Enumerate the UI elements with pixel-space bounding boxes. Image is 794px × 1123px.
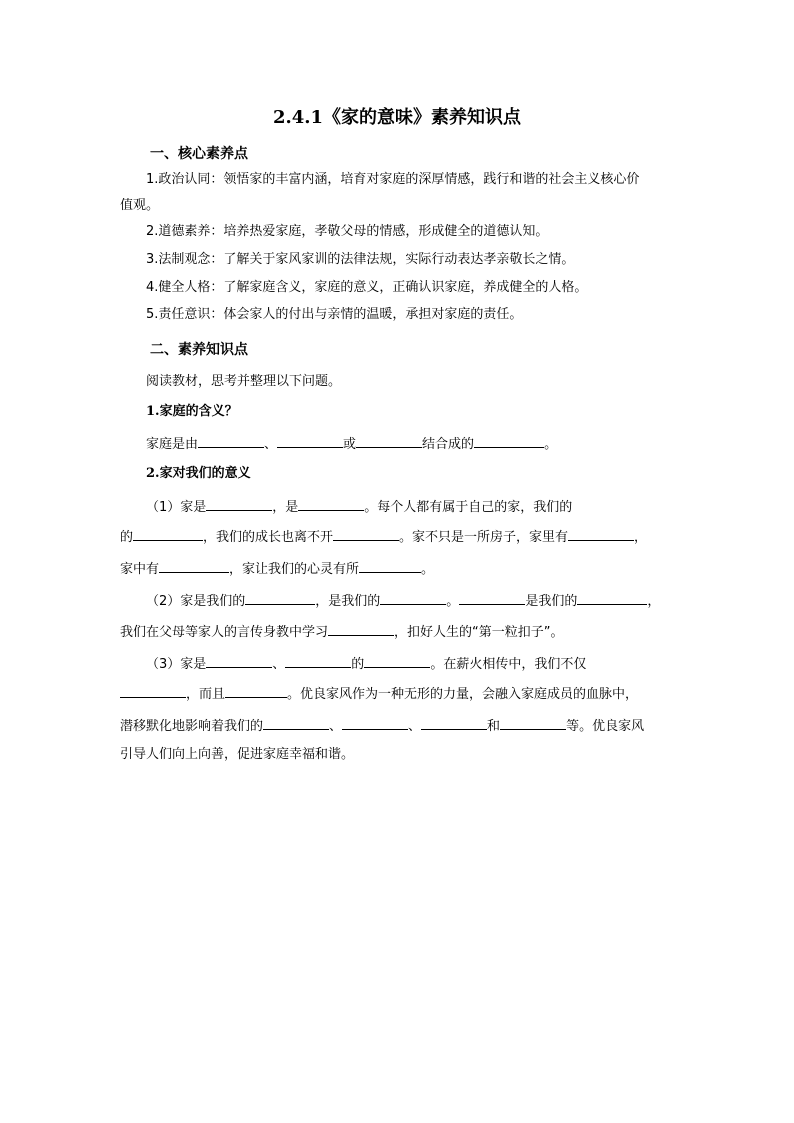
core-item-1-cont: 值观。 bbox=[120, 198, 160, 213]
fill-blank[interactable] bbox=[298, 496, 364, 511]
q2-p1-line2: 的 ，我们的成长也离不开 。家不只是一所房子，家里有 ， bbox=[120, 526, 648, 548]
core-item-2: 2.道德素养：培养热爱家庭，孝敬父母的情感，形成健全的道德认知。 bbox=[146, 224, 549, 239]
fill-blank[interactable] bbox=[159, 558, 229, 573]
document-title: 2.4.1《家的意味》素养知识点 bbox=[272, 107, 522, 128]
fill-blank[interactable] bbox=[364, 653, 430, 668]
fill-blank[interactable] bbox=[206, 496, 272, 511]
q2-p3-line4: 引导人们向上向善，促进家庭幸福和谐。 bbox=[120, 747, 355, 762]
section-heading-core: 一、核心素养点 bbox=[150, 146, 248, 162]
fill-blank[interactable] bbox=[342, 715, 408, 730]
fill-blank[interactable] bbox=[263, 715, 329, 730]
question-1-label: 1.家庭的含义？ bbox=[146, 404, 238, 419]
section-heading-knowledge: 二、素养知识点 bbox=[150, 342, 248, 358]
fill-blank[interactable] bbox=[198, 433, 264, 448]
fill-blank[interactable] bbox=[206, 653, 272, 668]
q2-p2-line2: 我们在父母等家人的言传身教中学习 ，扣好人生的“第一粒扣子”。 bbox=[120, 621, 648, 643]
fill-blank[interactable] bbox=[459, 590, 525, 605]
fill-blank[interactable] bbox=[500, 715, 566, 730]
fill-blank[interactable] bbox=[285, 653, 351, 668]
fill-blank[interactable] bbox=[245, 590, 315, 605]
q2-p1-line1: （1）家是 ，是 。每个人都有属于自己的家，我们的 bbox=[146, 496, 674, 518]
fill-blank[interactable] bbox=[328, 621, 394, 636]
fill-blank[interactable] bbox=[277, 433, 343, 448]
fill-blank[interactable] bbox=[120, 683, 186, 698]
core-item-5: 5.责任意识：体会家人的付出与亲情的温暖，承担对家庭的责任。 bbox=[146, 307, 523, 322]
fill-blank[interactable] bbox=[421, 715, 487, 730]
q2-p3-line2: ，而且 。优良家风作为一种无形的力量，会融入家庭成员的血脉中， bbox=[120, 683, 648, 705]
intro-text: 阅读教材，思考并整理以下问题。 bbox=[146, 374, 342, 389]
fill-blank[interactable] bbox=[225, 683, 287, 698]
fill-blank[interactable] bbox=[474, 433, 544, 448]
fill-blank[interactable] bbox=[333, 526, 399, 541]
q2-p3-line1: （3）家是 、 的 。在薪火相传中，我们不仅 bbox=[146, 653, 674, 675]
fill-blank[interactable] bbox=[359, 558, 421, 573]
core-item-1: 1.政治认同：领悟家的丰富内涵，培育对家庭的深厚情感，践行和谐的社会主义核心价 bbox=[146, 172, 640, 187]
fill-blank[interactable] bbox=[380, 590, 446, 605]
q2-p1-line3: 家中有 ，家让我们的心灵有所 。 bbox=[120, 558, 648, 580]
fill-blank[interactable] bbox=[133, 526, 203, 541]
question-1-text: 家庭是由 、 或 结合成的 。 bbox=[146, 433, 674, 455]
core-item-3: 3.法制观念：了解关于家风家训的法律法规，实际行动表达孝亲敬长之情。 bbox=[146, 252, 575, 267]
question-2-label: 2.家对我们的意义 bbox=[146, 466, 251, 481]
fill-blank[interactable] bbox=[568, 526, 634, 541]
core-item-4: 4.健全人格：了解家庭含义，家庭的意义，正确认识家庭，养成健全的人格。 bbox=[146, 280, 588, 295]
q2-p3-line3: 潜移默化地影响着我们的 、 、 和 等。优良家风 bbox=[120, 715, 648, 737]
fill-blank[interactable] bbox=[356, 433, 422, 448]
q2-p2-line1: （2）家是我们的 ，是我们的 。 是我们的 ， bbox=[146, 590, 674, 612]
fill-blank[interactable] bbox=[577, 590, 647, 605]
